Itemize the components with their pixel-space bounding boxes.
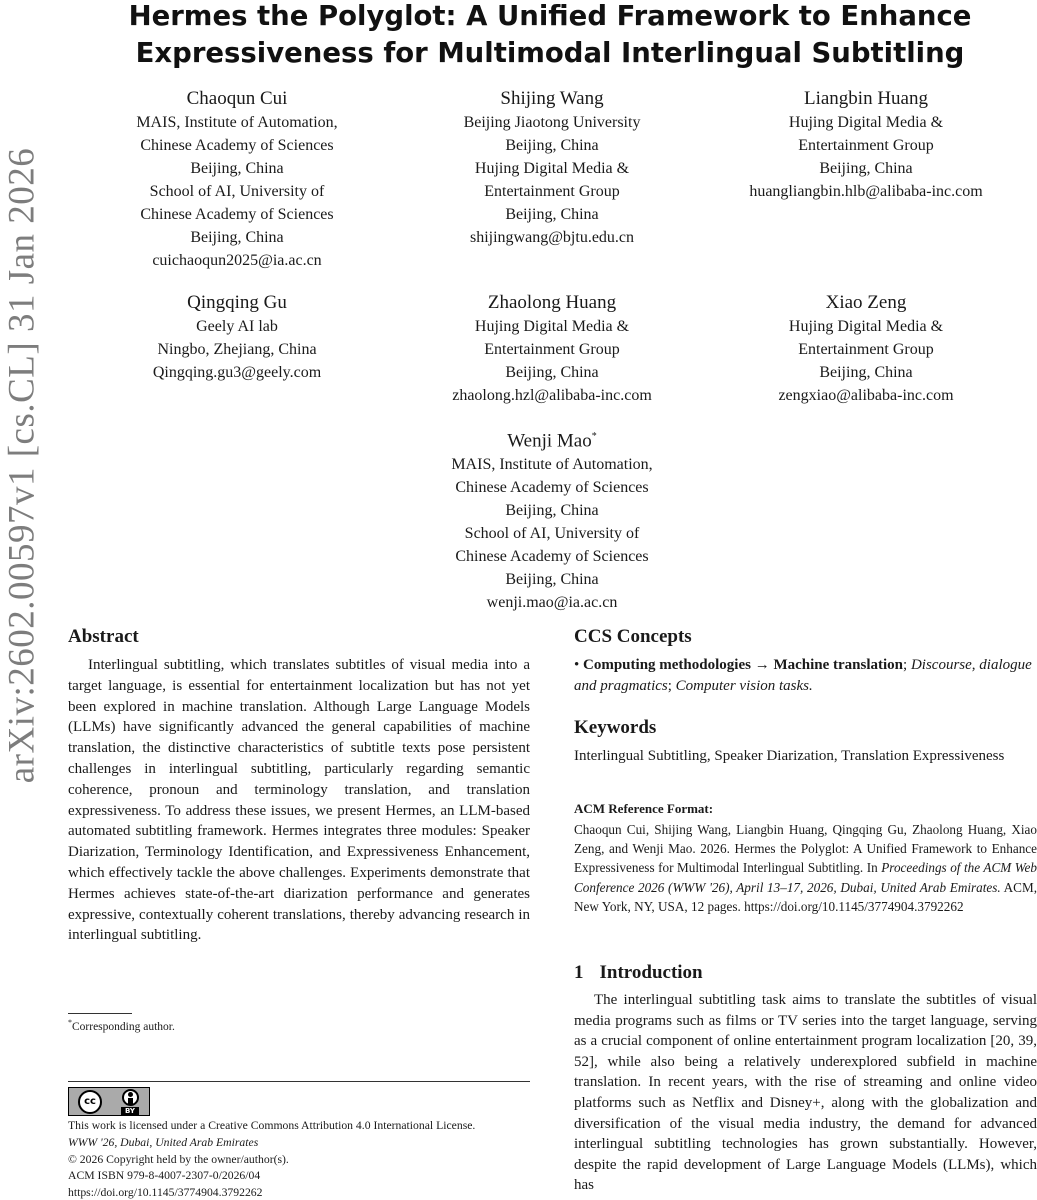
acm-ref-authors: Chaoqun Cui, Shijing Wang, Liangbin Huang, Qingqing Gu, Zhaolong Huang, Xiao Zeng, and Wenji Mao. 2026. Hermes the Polyglot: A Unified Framework to Enhance Expressiveness for Multimodal Interlingual Subtitling. In: [574, 822, 1037, 876]
footnote-mark: *: [68, 1018, 72, 1027]
affiliation-line: Beijing, China: [190, 160, 284, 177]
affiliation-line: Ningbo, Zhejiang, China: [157, 341, 317, 358]
affiliation-line: Beijing, China: [190, 229, 284, 246]
author-block: [72, 87, 402, 272]
isbn-line: ACM ISBN 979-8-4007-2307-0/2026/04: [68, 1169, 261, 1183]
abstract-text: Interlingual subtitling, which translates subtitles of visual media into a target language, is essential for entertainment localization but has not yet been explored in machine translation. Although Large Language Models (LLMs) have significantly advanced the general capabilities of machine translation, the distinctive characteristics of subtitle texts pose persistent challenges in interlingual subtitling, particularly regarding semantic coherence, pronoun and terminology translation, and translation expressiveness. To address these issues, we present Hermes, an LLM-based automated subtitling framework. Hermes integrates three modules: Speaker Diarization, Terminology Identification, and Expressiveness Enhancement, which effectively tackle the above challenges. Experiments demonstrate that Hermes achieves state-of-the-art diarization performance and generates expressive, contextually coherent translations, thereby advancing research in interlingual subtitling.: [68, 657, 530, 944]
author-block: [387, 87, 717, 249]
author-name: [387, 425, 717, 453]
affiliation-line: MAIS, Institute of Automation,: [451, 456, 653, 474]
affiliation-line: Hujing Digital Media &: [788, 318, 944, 335]
author-email[interactable]: wenji.mao@ia.ac.cn: [486, 594, 618, 612]
acm-ref-venue: Proceedings of the ACM Web Conference 2026 (WWW '26), April 13–17, 2026, Dubai, United Arab Emirates.: [574, 860, 1037, 895]
license-block: [68, 1118, 538, 1200]
author-name: Xiao Zeng: [825, 292, 907, 313]
abstract-heading: Abstract: [68, 626, 139, 647]
author-email[interactable]: Qingqing.gu3@geely.com: [152, 364, 322, 381]
affiliation-line: Hujing Digital Media &: [788, 114, 944, 131]
corresponding-mark: *: [591, 431, 597, 442]
affiliation-line: Beijing, China: [505, 571, 599, 589]
license-line: This work is licensed under a Creative Commons Attribution 4.0 International License.: [68, 1119, 476, 1132]
affiliation-line: Geely AI lab: [196, 318, 278, 335]
footnote-rule: [68, 1013, 132, 1014]
affiliation-line: Beijing, China: [505, 502, 599, 520]
acm-ref-text: [574, 820, 1037, 916]
cc-by-badge[interactable]: [68, 1087, 150, 1116]
intro-text: The interlingual subtitling task aims to translate the subtitles of visual media programs such as films or TV series into the target language, serving as a crucial component of online entertainment program localization [20, 39, 52], while also being a relatively underexplored subfield in machine translation. In recent years, with the rise of streaming and online video platforms such as Netflix and Disney+, along with the globalization and diversification of the visual media industry, the demand for advanced interlingual subtitling technologies has grown substantially. However, despite the rapid development of Large Language Models (LLMs), which has: [574, 992, 1037, 1194]
ccs-separator: ;: [903, 657, 908, 673]
author-email[interactable]: huangliangbin.hlb@alibaba-inc.com: [749, 183, 983, 200]
affiliation-line: Entertainment Group: [484, 183, 620, 200]
section-number: 1: [574, 962, 584, 983]
author-name-text: Wenji Mao: [507, 430, 592, 452]
affiliation-line: Beijing, China: [505, 206, 599, 223]
footnote-text: Corresponding author.: [72, 1020, 175, 1033]
affiliation-line: Hujing Digital Media &: [474, 160, 630, 177]
conference-line: WWW '26, Dubai, United Arab Emirates: [68, 1135, 259, 1149]
cc-logo: [69, 1088, 111, 1115]
author-block: [701, 291, 1031, 407]
affiliation-line: Beijing, China: [505, 364, 599, 381]
person-icon: [122, 1089, 139, 1106]
affiliation-line: Beijing Jiaotong University: [463, 114, 641, 131]
author-block: [387, 291, 717, 407]
ccs-concept: Discourse, dialogue and pragmatics: [574, 657, 1032, 694]
author-block: [701, 87, 1031, 203]
affiliation-line: School of AI, University of: [464, 525, 640, 543]
author-block: [72, 291, 402, 384]
arxiv-id: arXiv:2602.00597v1 [cs.CL] 31 Jan 2026: [1, 147, 43, 783]
affiliation-line: Beijing, China: [819, 364, 913, 381]
author-name: Liangbin Huang: [803, 88, 928, 109]
affiliation-line: Chinese Academy of Sciences: [455, 479, 649, 497]
ccs-concept: Computing methodologies → Machine translation: [583, 657, 904, 673]
author-email[interactable]: shijingwang@bjtu.edu.cn: [469, 229, 635, 246]
author-email[interactable]: zengxiao@alibaba-inc.com: [778, 387, 954, 404]
title-line-1: Hermes the Polyglot: A Unified Framework to Enhance: [128, 0, 972, 32]
affiliation-line: Chinese Academy of Sciences: [140, 137, 334, 154]
affiliation-line: Beijing, China: [819, 160, 913, 177]
ccs-separator: ;: [667, 677, 672, 694]
cc-icon: cc: [78, 1090, 102, 1114]
paper-title: [80, 0, 1020, 72]
arxiv-stamp: [0, 0, 50, 930]
author-name: Qingqing Gu: [187, 292, 287, 313]
affiliation-line: Chinese Academy of Sciences: [455, 548, 649, 566]
affiliation-line: School of AI, University of: [149, 183, 325, 200]
author-name: Shijing Wang: [500, 88, 604, 109]
intro-heading: [574, 962, 703, 984]
author-email[interactable]: zhaolong.hzl@alibaba-inc.com: [452, 387, 652, 404]
by-label: BY: [121, 1107, 139, 1115]
title-line-2: Expressiveness for Multimodal Interlingual Subtitling: [135, 37, 965, 69]
acm-ref-label: ACM Reference Format:: [574, 801, 714, 816]
affiliation-line: Entertainment Group: [484, 341, 620, 358]
affiliation-line: Entertainment Group: [798, 341, 934, 358]
copyright-line: © 2026 Copyright held by the owner/author(s).: [68, 1152, 289, 1166]
affiliation-line: Entertainment Group: [798, 137, 934, 154]
ccs-bullet: •: [574, 657, 580, 673]
keywords-text: Interlingual Subtitling, Speaker Diarization, Translation Expressiveness: [574, 748, 1005, 764]
by-logo: [111, 1088, 149, 1115]
author-name: Zhaolong Huang: [487, 292, 617, 313]
affiliation-line: Chinese Academy of Sciences: [140, 206, 334, 223]
affiliation-line: Beijing, China: [505, 137, 599, 154]
author-email[interactable]: cuichaoqun2025@ia.ac.cn: [152, 252, 322, 269]
author-name: Chaoqun Cui: [186, 88, 288, 109]
ccs-concept: Computer vision tasks.: [675, 677, 813, 694]
section-title: Introduction: [599, 962, 703, 983]
doi-link[interactable]: https://doi.org/10.1145/3774904.3792262: [68, 1186, 263, 1200]
ccs-heading: CCS Concepts: [574, 626, 692, 647]
affiliation-line: MAIS, Institute of Automation,: [136, 114, 338, 131]
author-block: [387, 425, 717, 614]
ccs-text: [574, 655, 1037, 697]
license-rule: [68, 1081, 530, 1082]
keywords-heading: Keywords: [574, 717, 657, 738]
footnote: [68, 1018, 175, 1033]
affiliation-line: Hujing Digital Media &: [474, 318, 630, 335]
acm-ref-tail: ACM, New York, NY, USA, 12 pages. https://doi.org/10.1145/3774904.3792262: [574, 879, 1037, 914]
